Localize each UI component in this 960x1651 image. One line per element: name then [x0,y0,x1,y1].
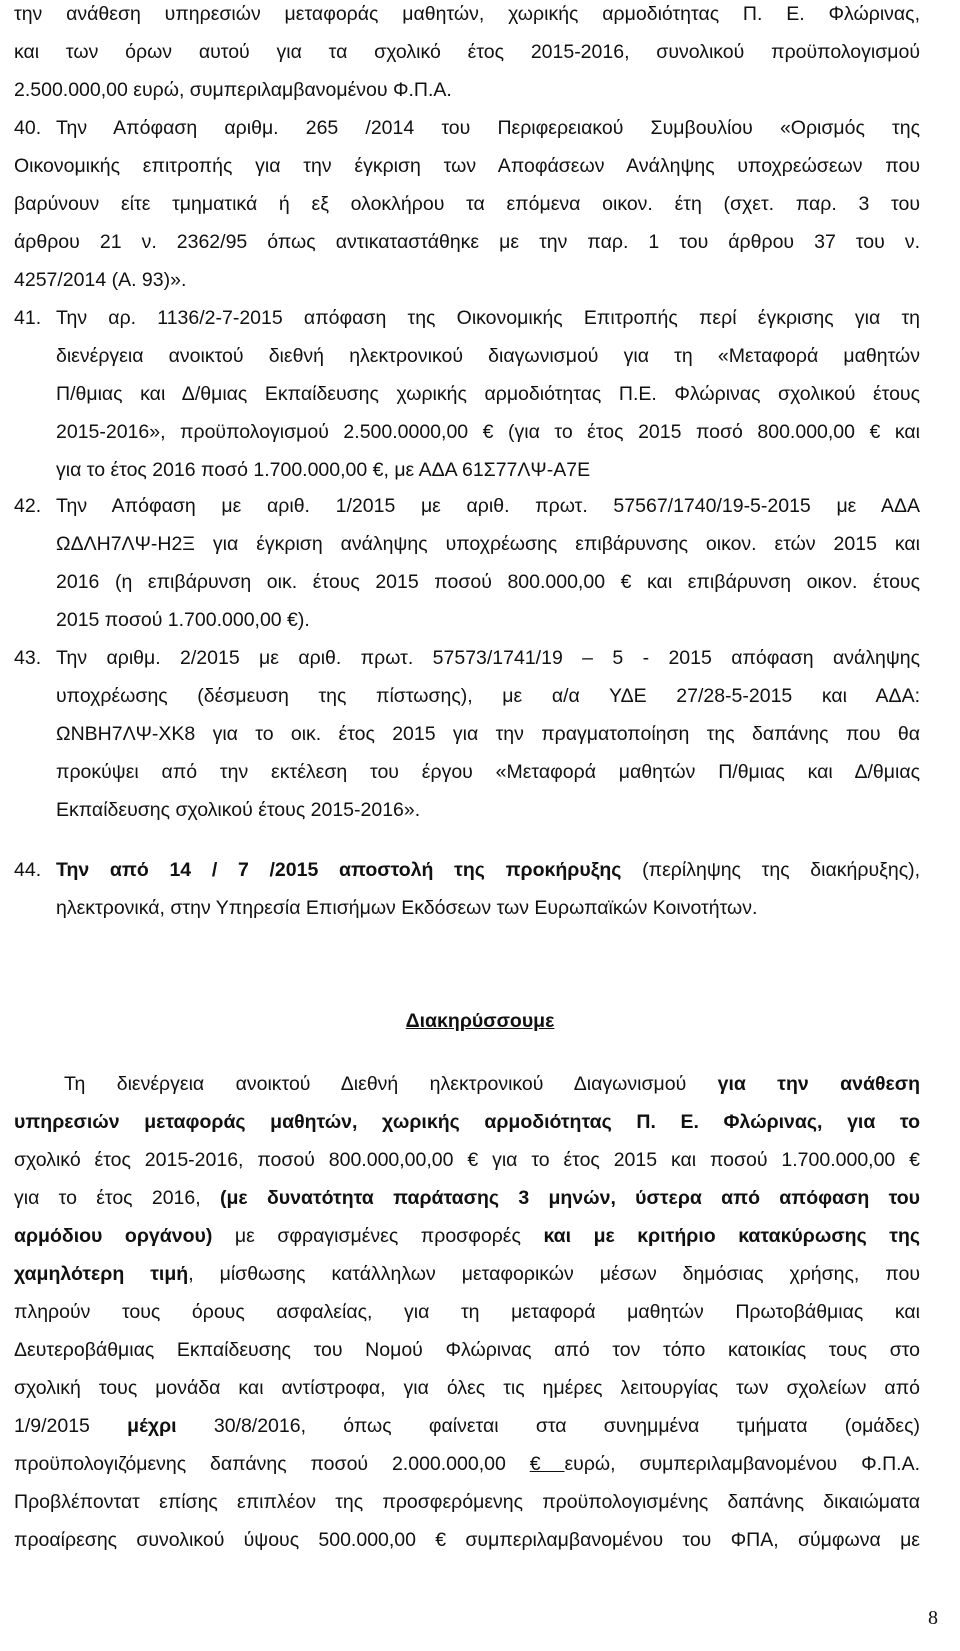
body-line-4 [14,1186,920,1210]
item-41-line-5: για το έτος 2016 ποσό 1.700.000,00 €, με ΑΔΑ 61Σ77ΛΨ-Α7Ε [56,459,591,481]
item-43-line-2: υποχρέωσης (δέσμευση της πίστωσης), με α/α ΥΔΕ 27/28-5-2015 και ΑΔΑ: [56,685,920,707]
intro-line-1: την ανάθεση υπηρεσιών μεταφοράς μαθητών, χωρικής αρμοδιότητας Π. Ε. Φλώρινας, [14,3,920,25]
body-line-11 [14,1452,920,1476]
body-line-8: Δευτεροβάθμιας Εκπαίδευσης του Νομού Φλώρινας από τον τόπο κατοικίας τους στο [14,1339,920,1361]
item-40-line-4: άρθρου 21 ν. 2362/95 όπως αντικαταστάθηκε με την παρ. 1 του άρθρου 37 του ν. [14,231,920,253]
body-l10-text: 30/8/2016, όπως φαίνεται στα συνημμένα τμήματα (ομάδες) [213,1415,921,1437]
body-line-10 [14,1414,920,1438]
body-l4-text: για το έτος 2016, [14,1187,201,1209]
item-number-43: 43. [14,647,42,669]
section-heading: Διακηρύσσουμε [405,1010,555,1032]
body-line-13: προαίρεσης συνολικού ύψους 500.000,00 € συμπεριλαμβανομένου του ΦΠΑ, σύμφωνα με [14,1529,920,1551]
item-40-line-2: Οικονομικής επιτροπής για την έγκριση των Αποφάσεων Ανάληψης υποχρεώσεων που [14,155,920,177]
item-43-line-5: Εκπαίδευσης σχολικού έτους 2015-2016». [56,799,421,821]
body-line-7: πληρούν τους όρους ασφαλείας, για τη μεταφορά μαθητών Πρωτοβάθμιας και [14,1301,920,1323]
body-l6-bold: χαμηλότερη τιμή [14,1263,189,1285]
item-43-line-4: προκύψει από την εκτέλεση του έργου «Μεταφορά μαθητών Π/θμιας και Δ/θμιας [56,761,920,783]
item-44-rest: (περίληψης της διακήρυξης), [621,859,921,881]
item-43-line-1: Την αριθμ. 2/2015 με αριθ. πρωτ. 57573/1741/19 – 5 - 2015 απόφαση ανάληψης [56,647,920,669]
item-number-41: 41. [14,307,42,329]
item-40-line-5: 4257/2014 (Α. 93)». [14,269,187,291]
body-l1-bold: για την ανάθεση [717,1073,921,1095]
item-41-line-4: 2015-2016», προϋπολογισμού 2.500.0000,00 € (για το έτος 2015 ποσό 800.000,00 € και [56,421,920,443]
item-40-line-1: Την Απόφαση αριθμ. 265 /2014 του Περιφερειακού Συμβουλίου «Ορισμός της [56,117,920,139]
item-42-line-1: Την Απόφαση με αριθ. 1/2015 με αριθ. πρωτ. 57567/1740/19-5-2015 με ΑΔΑ [56,495,920,517]
body-l2-bold-end: για το [847,1111,920,1133]
body-l1-text: Τη διενέργεια ανοικτού Διεθνή ηλεκτρονικού Διαγωνισμού [64,1073,687,1095]
item-40-line-3: βαρύνουν είτε τμηματικά ή εξ ολοκλήρου τα επόμενα οικον. έτη (σχετ. παρ. 3 του [14,193,920,215]
item-41-line-2: διενέργεια ανοικτού διεθνή ηλεκτρονικού διαγωνισμού για τη «Μεταφορά μαθητών [56,345,920,367]
body-l6-text: , μίσθωσης κατάλληλων μεταφορικών μέσων δημόσιας χρήσης, που [188,1263,920,1285]
body-l5-bold2: και με κριτήριο κατακύρωσης της [543,1225,920,1247]
body-line-1 [64,1072,920,1096]
item-number-40: 40. [14,117,42,139]
body-l10-bold: μέχρι [127,1415,177,1437]
body-l10-date: 1/9/2015 [14,1415,90,1437]
intro-line-3: 2.500.000,00 ευρώ, συμπεριλαμβανομένου Φ.Π.Α. [14,79,452,101]
body-l11-euro: € [529,1453,565,1475]
item-42-line-2: ΩΔΛΗ7ΛΨ-Η2Ξ για έγκριση ανάληψης υποχρέωσης επιβάρυνσης οικον. ετών 2015 και [56,533,920,555]
page-number: 8 [928,1607,938,1629]
item-44-bold: Την από 14 / 7 /2015 αποστολή της προκήρυξης [56,859,622,881]
body-line-2 [14,1110,920,1134]
body-line-5 [14,1224,920,1248]
item-43-line-3: ΩΝΒΗ7ΛΨ-ΧΚ8 για το οικ. έτος 2015 για την πραγματοποίηση της δαπάνης που θα [56,723,920,745]
body-line-3: σχολικό έτος 2015-2016, ποσού 800.000,00,00 € για το έτος 2015 και ποσού 1.700.000,00 € [14,1149,920,1171]
body-l11-text-end: ευρώ, συμπεριλαμβανομένου Φ.Π.Α. [564,1453,921,1475]
item-42-line-3: 2016 (η επιβάρυνση οικ. έτους 2015 ποσού 800.000,00 € και επιβάρυνση οικον. έτους [56,571,920,593]
item-42-line-4: 2015 ποσού 1.700.000,00 €). [56,609,310,631]
body-l11-text: προϋπολογιζόμενης δαπάνης ποσού 2.000.000,00 [14,1453,506,1475]
body-l4-bold: (με δυνατότητα παράτασης 3 μηνών, ύστερα από απόφαση του [219,1187,921,1209]
item-44-line-1 [56,858,920,882]
body-l2-bold: υπηρεσιών μεταφοράς μαθητών, χωρικής αρμοδιότητας Π. Ε. Φλώρινας, [14,1111,823,1133]
body-l5-text: με σφραγισμένες προσφορές [234,1225,521,1247]
body-line-6 [14,1262,920,1286]
intro-line-2: και των όρων αυτού για τα σχολικό έτος 2015-2016, συνολικού προϋπολογισμού [14,41,920,63]
item-number-44: 44. [14,859,42,881]
body-line-9: σχολική τους μονάδα και αντίστροφα, για όλες τις ημέρες λειτουργίας των σχολείων από [14,1377,920,1399]
item-44-line-2: ηλεκτρονικά, στην Υπηρεσία Επισήμων Εκδόσεων των Ευρωπαϊκών Κοινοτήτων. [56,897,758,919]
item-41-line-3: Π/θμιας και Δ/θμιας Εκπαίδευσης χωρικής αρμοδιότητας Π.Ε. Φλώρινας σχολικού έτους [56,383,920,405]
item-number-42: 42. [14,495,42,517]
body-line-12: Προβλέποντατ επίσης επιπλέον της προσφερόμενης προϋπολογισμένης δαπάνης δικαιώματα [14,1491,920,1513]
item-41-line-1: Την αρ. 1136/2-7-2015 απόφαση της Οικονομικής Επιτροπής περί έγκρισης για τη [56,307,920,329]
body-l5-bold: αρμόδιου οργάνου) [14,1225,213,1247]
